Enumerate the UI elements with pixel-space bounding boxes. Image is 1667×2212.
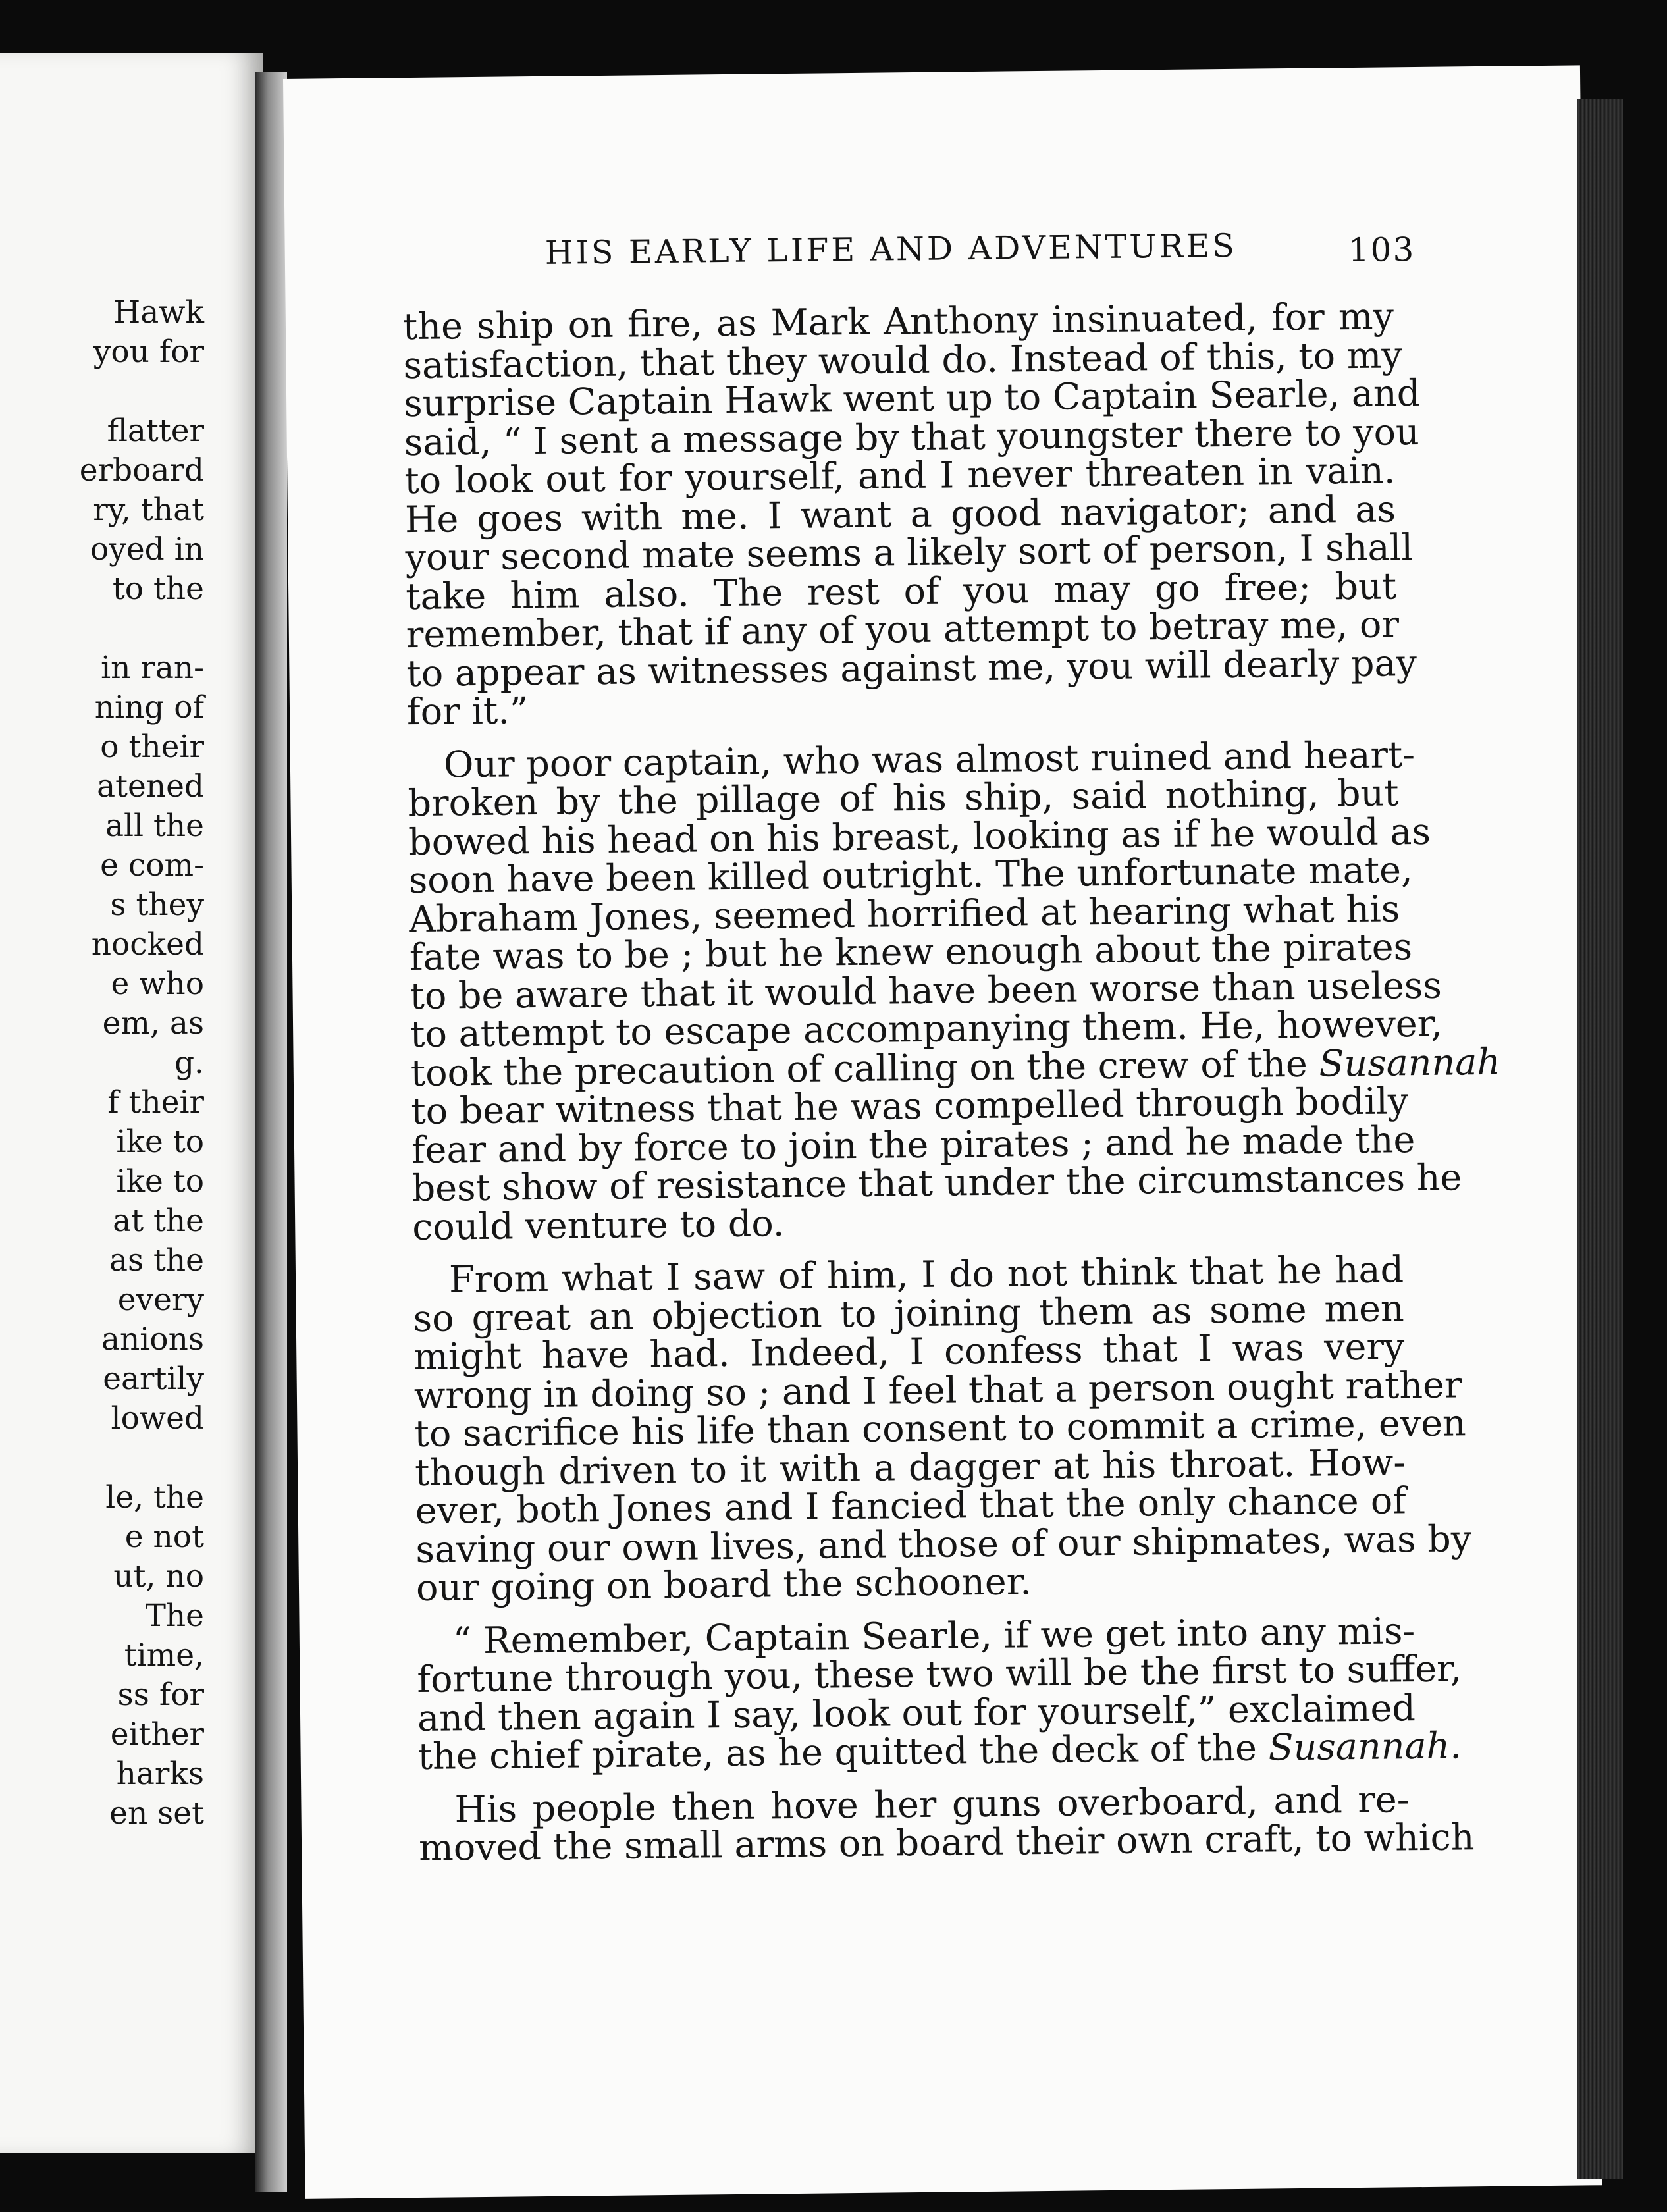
left-page-fragment: f their: [107, 1084, 204, 1120]
left-page-fragment: en set: [109, 1795, 204, 1831]
line-text: to appear as witnesses against me, you will dearly pay: [406, 641, 1417, 695]
left-page-fragment: at the: [113, 1203, 204, 1239]
line-text: said, “ I sent a message by that youngster there to you: [404, 410, 1420, 464]
line-text: From what I saw of him, I do not think that he had: [448, 1248, 1404, 1302]
left-page-fragment: e com-: [100, 847, 204, 883]
line-text: take him also. The rest of you may go free; but: [405, 564, 1397, 618]
left-page-fragment: oyed in: [90, 531, 204, 567]
left-page-fragment: ike to: [116, 1124, 204, 1160]
line-text: fate was to be ; but he knew enough about the pirates: [409, 926, 1413, 980]
left-page-fragment: ning of: [94, 689, 204, 725]
line-text: wrong in doing so ; and I feel that a person ought rather: [413, 1363, 1462, 1417]
left-page-fragment: harks: [116, 1756, 204, 1792]
page-fore-edge: [1577, 99, 1623, 2179]
line-text: the chief pirate, as he quitted the deck of the: [417, 1726, 1269, 1778]
line-text: ever, both Jones and I fancied that the only chance of: [415, 1479, 1407, 1533]
text-line: [417, 1724, 1462, 1778]
left-page-fragment: anions: [101, 1321, 204, 1357]
left-page-fragment: em, as: [102, 1005, 204, 1041]
left-page-fragment: eartily: [103, 1361, 204, 1397]
line-text: took the precaution of calling on the crew of the: [410, 1042, 1319, 1095]
line-text: fortune through you, these two will be the first to suffer,: [417, 1647, 1462, 1702]
line-text: to be aware that it would have been worse than useless: [410, 964, 1442, 1018]
text-line: [418, 1816, 1475, 1870]
line-text: to attempt to escape accompanying them. He, however,: [410, 1002, 1443, 1057]
line-text: best show of resistance that under the circumstances he: [411, 1156, 1462, 1211]
left-page-fragment: le, the: [105, 1479, 204, 1515]
left-page-fragment: g.: [174, 1045, 204, 1081]
line-text: so great an objection to joining them as some men: [413, 1286, 1404, 1340]
line-text: fear and by force to join the pirates ; and he made the: [411, 1118, 1416, 1172]
line-text: might have had. Indeed, I confess that I was very: [413, 1325, 1405, 1379]
line-text: moved the small arms on board their own craft, to which: [418, 1816, 1475, 1870]
line-text: for it.”: [406, 689, 529, 734]
left-page-fragment: ike to: [116, 1163, 204, 1199]
line-text: broken by the pillage of his ship, said nothing, but: [408, 772, 1399, 826]
left-page-fragment: o their: [100, 729, 204, 765]
left-page-fragment: flatter: [107, 413, 204, 449]
line-text: satisfaction, that they would do. Instead of this, to my: [403, 333, 1402, 387]
line-text: the ship on fire, as Mark Anthony insinuated, for my: [402, 295, 1394, 349]
page-number: 103: [1348, 230, 1416, 270]
line-text: soon have been killed outright. The unfortunate mate,: [408, 849, 1413, 903]
line-text: our going on board the schooner.: [415, 1560, 1032, 1610]
left-page-fragment: time,: [124, 1637, 204, 1673]
left-page-fragment: you for: [93, 334, 204, 370]
line-text: to look out for yourself, and I never threaten in vain.: [404, 449, 1396, 503]
line-text: surprise Captain Hawk went up to Captain Searle, and: [403, 371, 1421, 426]
left-page-fragment: to the: [112, 571, 204, 607]
line-text: to bear witness that he was compelled through bodily: [411, 1080, 1409, 1134]
line-text: He goes with me. I want a good navigator; and as: [404, 487, 1396, 541]
line-text: His people then hove her guns overboard, and re-: [454, 1778, 1410, 1831]
left-page-fragment: e who: [111, 966, 204, 1002]
ship-name-italic: Susannah: [1319, 1040, 1501, 1086]
left-page-fragment: either: [110, 1716, 204, 1752]
text-line: [406, 641, 1417, 695]
line-text: could venture to do.: [411, 1201, 785, 1249]
left-page: [0, 53, 263, 2153]
line-text: Abraham Jones, seemed horrified at hearing what his: [409, 887, 1400, 941]
ship-name-italic: Susannah.: [1268, 1724, 1462, 1770]
line-text: saving our own lives, and those of our shipmates, was by: [415, 1517, 1472, 1571]
left-page-fragment: lowed: [111, 1400, 204, 1436]
text-line: [411, 1156, 1462, 1211]
body-text: [402, 295, 1501, 1870]
line-text: bowed his head on his breast, looking as if he would as: [408, 810, 1431, 864]
running-head: HIS EARLY LIFE AND ADVENTURES: [544, 226, 1238, 272]
left-page-fragment: ut, no: [113, 1558, 204, 1594]
line-text: remember, that if any of you attempt to betray me, or: [406, 603, 1400, 657]
left-page-fragment: e not: [124, 1519, 204, 1555]
line-text: and then again I say, look out for yourself,” exclaimed: [417, 1686, 1416, 1740]
left-page-fragment: in ran-: [101, 650, 204, 686]
line-text: though driven to it with a dagger at his throat. How-: [414, 1440, 1406, 1494]
left-page-fragment: Hawk: [113, 294, 204, 330]
left-page-fragment: as the: [109, 1242, 204, 1278]
left-page-fragment: ry, that: [93, 492, 204, 528]
line-text: Our poor captain, who was almost ruined and heart-: [443, 733, 1416, 787]
line-text: “ Remember, Captain Searle, if we get into any mis-: [452, 1609, 1416, 1662]
book-gutter: [255, 72, 287, 2192]
left-page-fragment: erboard: [79, 452, 204, 488]
line-text: to sacrifice his life than consent to commit a crime, even: [414, 1402, 1467, 1456]
left-page-fragment: The: [145, 1598, 204, 1634]
left-page-fragment: nocked: [91, 926, 204, 962]
left-page-fragment: every: [117, 1282, 204, 1318]
right-page: [283, 65, 1602, 2198]
left-page-fragment: ss for: [117, 1677, 204, 1713]
left-page-fragment: s they: [110, 887, 204, 923]
left-page-fragment: atened: [97, 768, 204, 804]
line-text: your second mate seems a likely sort of person, I shall: [405, 526, 1414, 580]
left-page-fragment: all the: [105, 808, 204, 844]
